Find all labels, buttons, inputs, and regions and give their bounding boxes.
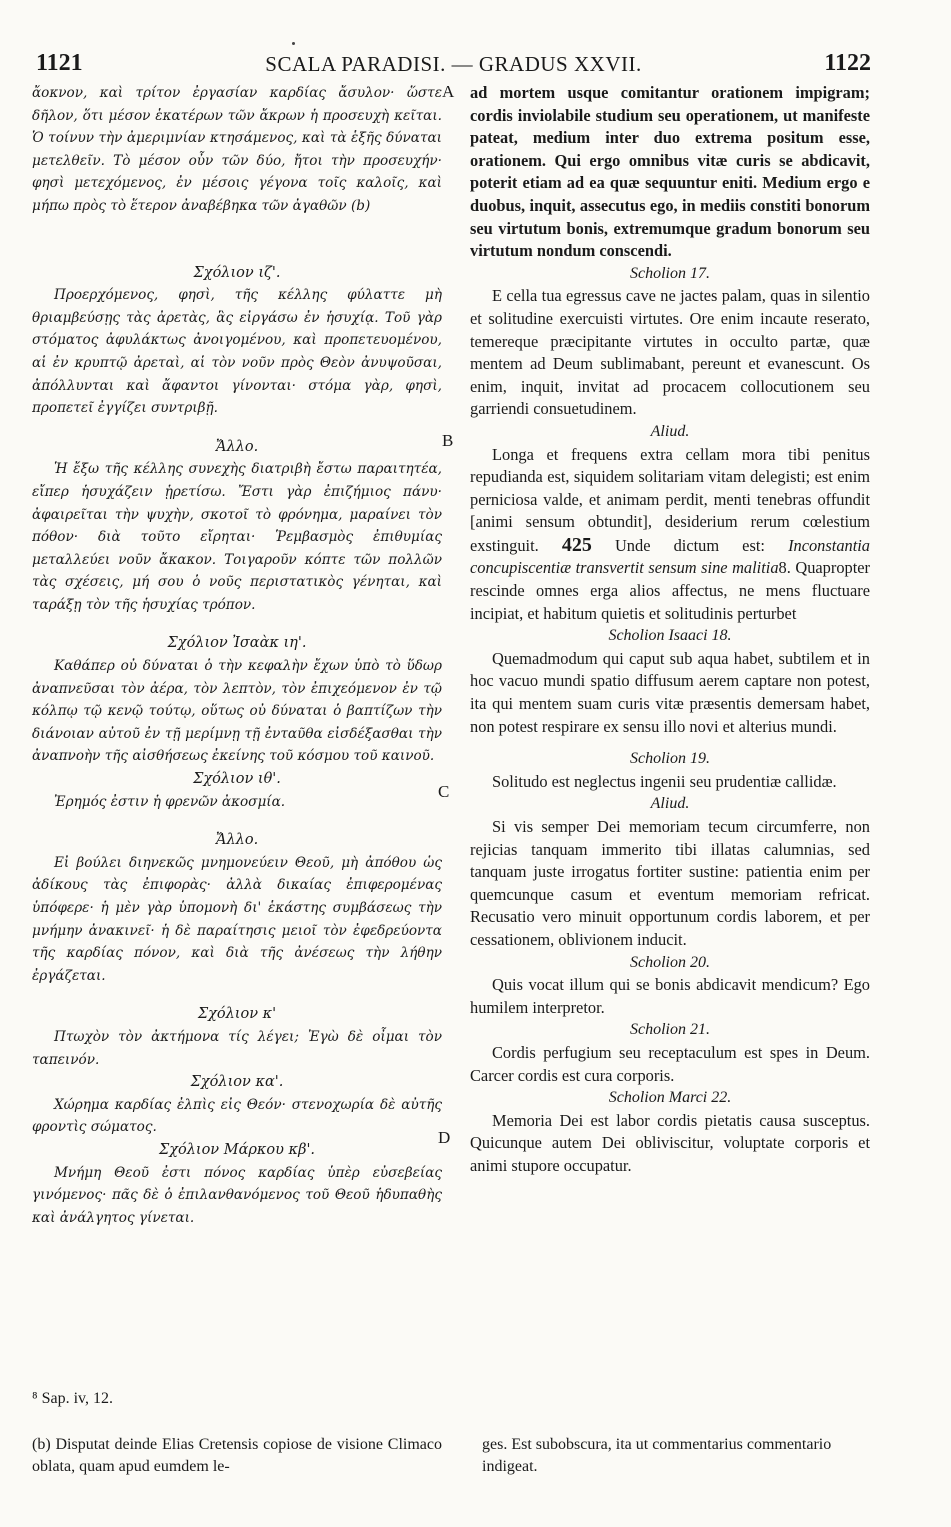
footnote-8: ⁸ Sap. iv, 12.: [32, 1390, 113, 1407]
page-number-right: 1122: [824, 50, 871, 76]
column-number-marker: 425: [561, 533, 592, 556]
page-number-left: 1121: [36, 50, 83, 76]
latin-paragraph: E cella tua egressus cave ne jactes palam, quas in silentio et solitudine exercuisti virtutes. Ore enim incaute reserato, temereque præcipitante virtutes in occulto partæ, quæ mentem ad Deum sublimabant, pereunt et evanescunt. Os enim, inquit, invitat ad procacem collocutionem seu garriendi consuetudinem.: [470, 286, 870, 419]
greek-scholion-heading: Σχόλιον ιζ'.: [193, 264, 281, 281]
greek-paragraph: Προερχόμενος, φησὶ, τῆς κέλλης φύλαττε μὴ θριαμβεύσῃς τὰς ἀρετὰς, ἃς εἰργάσω ἐν ἡσυχίᾳ. Τοῦ γὰρ στόματος ἀφυλάκτως ἀνοιγομένου, καὶ προπετευομένου, αἱ ἐν κρυπτῷ ἀρεταὶ, αἱ τὸν νοῦν πρὸς Θεὸν ἀνυψοῦσαι, ἀπόλλυνται καὶ ἄφαντοι γίνονται· στόμα γὰρ, φησὶ, προπετεῖ ἐγγίζει συντριβῇ.: [32, 287, 442, 417]
greek-paragraph: Εἰ βούλει διηνεκῶς μνημονεύειν Θεοῦ, μὴ ἀπόθου ὡς ἀδίκους τὰς ἐπιφορὰς· ἀλλὰ δικαίας ἐπιφερομένας ὑπόφερε· ἡ μὲν γὰρ ὑπομονὴ δι' ἑκάστης συμβάσεως τὴν μνήμην ἀνακινεῖ· ἡ δὲ παραίτησις μειοῖ τὸν ἐφεδρεύοντα τῆς καρδίας πόνον, καὶ διὰ τῆς ἀνέσεως τὴν λήθην ἐργάζεται.: [32, 854, 442, 984]
greek-scholion-heading: Σχόλιον Μάρκου κβ'.: [158, 1141, 316, 1158]
latin-quotation: Inconstantia concupiscentiæ transvertit sensum sine malitia: [470, 535, 871, 578]
latin-scholion-heading: Aliud.: [650, 422, 690, 440]
latin-paragraph: Quemadmodum qui caput sub aqua habet, subtilem et in hoc vacuo mundi spatio diffusum aerem captare non potest, ita qui mentem suam curis vitæ præsentis demersam habet, non potest respirare ex sensu illo novi et alterius mundi.: [470, 648, 870, 736]
latin-scholion-heading: Scholion Isaaci 18.: [608, 627, 732, 645]
running-title: SCALA PARADISI. — GRADUS XXVII.: [265, 52, 642, 76]
margin-letter-a: A: [442, 82, 455, 101]
greek-paragraph: Πτωχὸν τὸν ἀκτήμονα τίς λέγει; Ἐγὼ δὲ οἶμαι τὸν ταπεινόν.: [32, 1028, 442, 1068]
footnote-b: [32, 1434, 882, 1482]
greek-paragraph: Ἡ ἔξω τῆς κέλλης συνεχὴς διατριβὴ ἔστω παραιτητέα, εἴπερ ἡσυχάζειν ᾑρετίσω. Ἔστι γὰρ ἐπιζήμιος πάνυ· ἀφαιρεῖται τὴν ψυχὴν, σκοτοῖ τὸ φρόνημα, μαραίνει τὸν πόθον· διὰ τοῦτο εἴρηται· Ῥεμβασμὸς ἐπιθυμίας μεταλλεύει νοῦν ἄκακον. Τοιγαροῦν κόπτε τῶν πολλῶν τὰς σχέσεις, μή σου ὁ νοῦς περιστατικὸς γένηται, καὶ ταράξῃ τὸν τῆς ἡσυχίας τρόπον.: [32, 461, 442, 613]
latin-scholion-heading: Scholion 20.: [630, 953, 710, 971]
greek-paragraph: Μνήμη Θεοῦ ἐστι πόνος καρδίας ὑπὲρ εὐσεβείας γινόμενος· πᾶς δὲ ὁ ἐπιλανθανόμενος τοῦ Θεοῦ ἡδυπαθὴς καὶ ἀνάλγητος γίνεται.: [32, 1164, 442, 1226]
latin-scholion-heading: Scholion 17.: [630, 264, 710, 282]
latin-scholion-heading: Scholion 21.: [630, 1021, 710, 1039]
greek-scholion-heading: Ἄλλο.: [215, 438, 259, 455]
footnotes: [32, 1388, 882, 1482]
latin-text: Longa et frequens extra cellam mora tibi penitus repudianda est, siquidem solitariam vitam delegisti; est enim perniciosa valde, et animam perdit, menti tenebras offundit [animi sensum obtundit], desiderium rerum cœlestium exstinguit.: [470, 444, 870, 555]
footnote-b-left: (b) Disputat deinde Elias Cretensis copiose de visione Climaco oblata, quam apud eumdem le-: [32, 1436, 442, 1475]
margin-letter-b: B: [442, 431, 454, 450]
latin-paragraph-composite: [470, 444, 870, 626]
latin-paragraph: Quis vocat illum qui se bonis abdicavit mendicum? Ego humilem interpretor.: [470, 975, 870, 1017]
greek-paragraph: Καθάπερ οὐ δύναται ὁ τὴν κεφαλὴν ἔχων ὑπὸ τὸ ὕδωρ ἀναπνεῦσαι τὸν ἀέρα, τὸν λεπτὸν, τὸν ἐπιχεόμενον ἐν τῷ κόλπῳ τῷ κενῷ τούτῳ, οὕτως οὐ δύναται ὁ βαπτίζων τὴν διάνοιαν αὐτοῦ ἐν τῇ μερίμνῃ τῇ ἐνταῦθα εἰσδέξασθαι τὴν ἀναπνοὴν τῆς αἰσθήσεως ἐκείνης τοῦ κόσμου τοῦ καινοῦ.: [32, 658, 442, 765]
page-header: [36, 50, 871, 84]
greek-column: [32, 82, 442, 1229]
greek-paragraph: Χώρημα καρδίας ἐλπὶς εἰς Θεόν· στενοχωρία δὲ αὐτῆς φροντὶς σώματος.: [32, 1096, 442, 1136]
greek-paragraph: Ἐρημός ἐστιν ἡ φρενῶν ἀκοσμία.: [54, 793, 286, 810]
latin-scholion-heading: Scholion 19.: [630, 750, 710, 768]
latin-paragraph: ad mortem usque comitantur orationem impigram; cordis inviolabile studium seu operationem, ut manifeste pateat, medium inter duo extrema positum esse, orationem. Qui ergo omnibus vitæ curis se abdicavit, poterit etiam ad ea quæ sequuntur eniti. Medium ergo e duobus, inquit, assecutus ego, in mediis constiti bonorum seu virtutum bonis, extremumque gradum bonorum seu virtutum nondum conscendi.: [470, 83, 870, 261]
footnote-b-right: ges. Est subobscura, ita ut commentarius commentario indigeat.: [482, 1436, 832, 1475]
greek-paragraph: ἄοκνον, καὶ τρίτον ἐργασίαν καρδίας ἄσυλον· ὥστε δῆλον, ὅτι μέσον ἑκατέρων τῶν ἄκρων ἡ προσευχὴ κεῖται. Ὁ τοίνυν τὴν ἀμεριμνίαν κτησάμενος, καὶ τὰ ἑξῆς δύναται μετελθεῖν. Τὸ μέσον οὖν τῶν δύο, ἤτοι τὴν προσευχήν· φησὶ μετεχόμενος, ἐν μέσοις γέγονα τοῖς καλοῖς, καὶ μήπω πρὸς τὸ ἕτερον ἀναβέβηκα τῶν ἀγαθῶν (b): [32, 85, 442, 214]
latin-scholion-heading: Scholion Marci 22.: [608, 1089, 732, 1107]
greek-scholion-heading: Σχόλιον Ἰσαὰκ ιη'.: [167, 635, 307, 652]
latin-paragraph: Solitudo est neglectus ingenii seu prudentiæ callidæ.: [492, 771, 837, 791]
greek-scholion-heading: Ἄλλο.: [215, 832, 259, 849]
greek-scholion-heading: Σχόλιον κ': [197, 1006, 277, 1023]
latin-paragraph: Si vis semper Dei memoriam tecum circumferre, non rejicias tanquam immerito tibi illatas calumnias, sed tanquam juste irrogatus fortiter sustine: patientia enim per quemcunque casum et eventum memoriam refricat. Recusatio vero minuit opportunum cordis laborem, et per cessationem, oblivionem inducit.: [470, 817, 870, 949]
margin-letter-c: C: [438, 782, 450, 801]
latin-paragraph: Cordis perfugium seu receptaculum est spes in Deum. Carcer cordis est cura corporis.: [470, 1042, 870, 1085]
greek-scholion-heading: Σχόλιον ιθ'.: [193, 771, 281, 788]
latin-paragraph: Memoria Dei est labor cordis pietatis causa susceptus. Quicunque autem Dei obliviscitur, voluptate corporis et animi stupore occupatur.: [470, 1110, 870, 1175]
latin-text: Unde dictum est:: [614, 535, 765, 555]
print-speck: [292, 42, 295, 45]
latin-column: [470, 82, 870, 1178]
margin-letter-d: D: [438, 1128, 451, 1147]
latin-text: 8. Quapropter rescinde omnes erga alios affectus, ne mens fluctuare incipiat, et habitum quietis et solitudinis perturbet: [470, 558, 871, 623]
greek-scholion-heading: Σχόλιον κα'.: [190, 1074, 284, 1091]
latin-scholion-heading: Aliud.: [650, 795, 690, 813]
